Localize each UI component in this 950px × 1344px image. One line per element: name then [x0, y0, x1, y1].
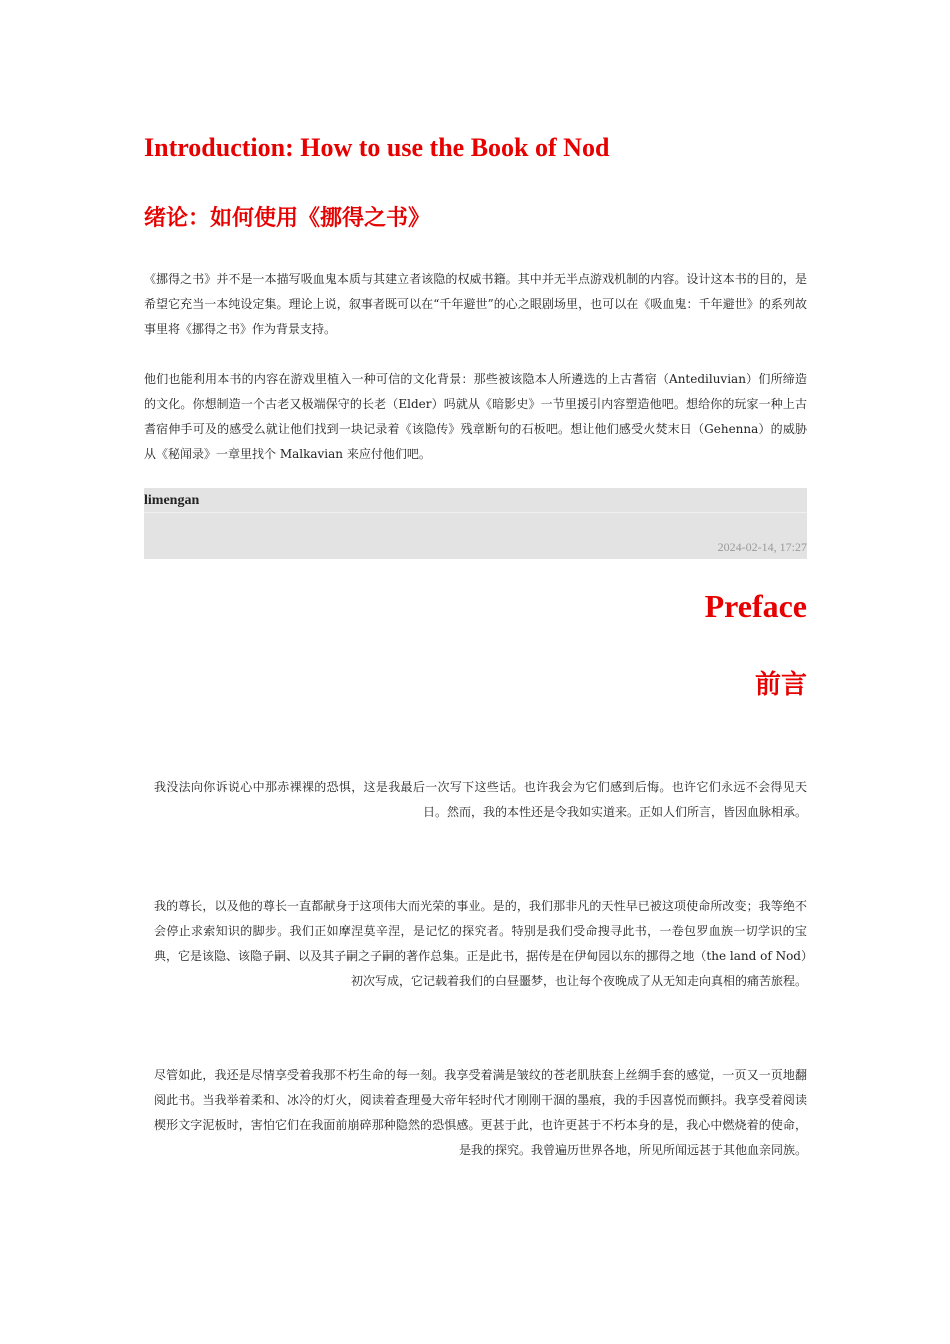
comment-author[interactable]: limengan [144, 493, 200, 508]
preface-title-chinese: 前言 [754, 670, 807, 700]
comment-divider [144, 512, 807, 513]
comment-timestamp: 2024-02-14, 17:27 [717, 540, 807, 554]
preface-paragraph: 我没法向你诉说心中那赤裸裸的恐惧，这是我最后一次写下这些话。也许我会为它们感到后悔。也许它们永远不会得见天日。然而，我的本性还是令我如实道来。正如人们所言，皆因血脉相承。 [154, 780, 807, 819]
intro-title-english: Introduction: How to use the Book of Nod [144, 133, 610, 162]
intro-title-chinese: 绪论：如何使用《挪得之书》 [144, 205, 431, 231]
comment-box [144, 488, 807, 559]
intro-paragraph: 他们也能利用本书的内容在游戏里植入一种可信的文化背景：那些被该隐本人所遴选的上古耆宿（Antediluvian）们所缔造的文化。你想制造一个古老又极端保守的长老（Elder）吗就从《暗影史》一节里援引内容塑造他吧。想给你的玩家一种上古耆宿伸手可及的感受么就让他们找到一块记录着《该隐传》残章断句的石板吧。想让他们感受火焚末日（Gehenna）的威胁从《秘闻录》一章里找个 Malkavian 来应付他们吧。 [144, 372, 807, 461]
preface-paragraph: 尽管如此，我还是尽情享受着我那不朽生命的每一刻。我享受着满是皱纹的苍老肌肤套上丝绸手套的感觉，一页又一页地翻阅此书。当我举着柔和、冰冷的灯火，阅读着查理曼大帝年轻时代才刚刚干涸的墨痕，我的手因喜悦而颤抖。我享受着阅读楔形文字泥板时，害怕它们在我面前崩碎那种隐然的恐惧感。更甚于此，也许更甚于不朽本身的是，我心中燃烧着的使命，是我的探究。我曾遍历世界各地，所见所闻远甚于其他血亲同族。 [154, 1068, 807, 1157]
preface-title-english: Preface [704, 588, 807, 624]
intro-paragraph: 《挪得之书》并不是一本描写吸血鬼本质与其建立者该隐的权威书籍。其中并无半点游戏机制的内容。设计这本书的目的，是希望它充当一本纯设定集。理论上说，叙事者既可以在“千年避世”的心之眼剧场里，也可以在《吸血鬼：千年避世》的系列故事里将《挪得之书》作为背景支持。 [144, 272, 807, 336]
preface-paragraph: 我的尊长，以及他的尊长一直都献身于这项伟大而光荣的事业。是的，我们那非凡的天性早已被这项使命所改变；我等绝不会停止求索知识的脚步。我们正如摩涅莫辛涅，是记忆的探究者。特别是我们受命搜寻此书，一卷包罗血族一切学识的宝典，它是该隐、该隐子嗣、以及其子嗣之子嗣的著作总集。正是此书，据传是在伊甸园以东的挪得之地（the land of Nod）初次写成，它记载着我们的白昼噩梦，也让每个夜晚成了从无知走向真相的痛苦旅程。 [154, 899, 807, 988]
